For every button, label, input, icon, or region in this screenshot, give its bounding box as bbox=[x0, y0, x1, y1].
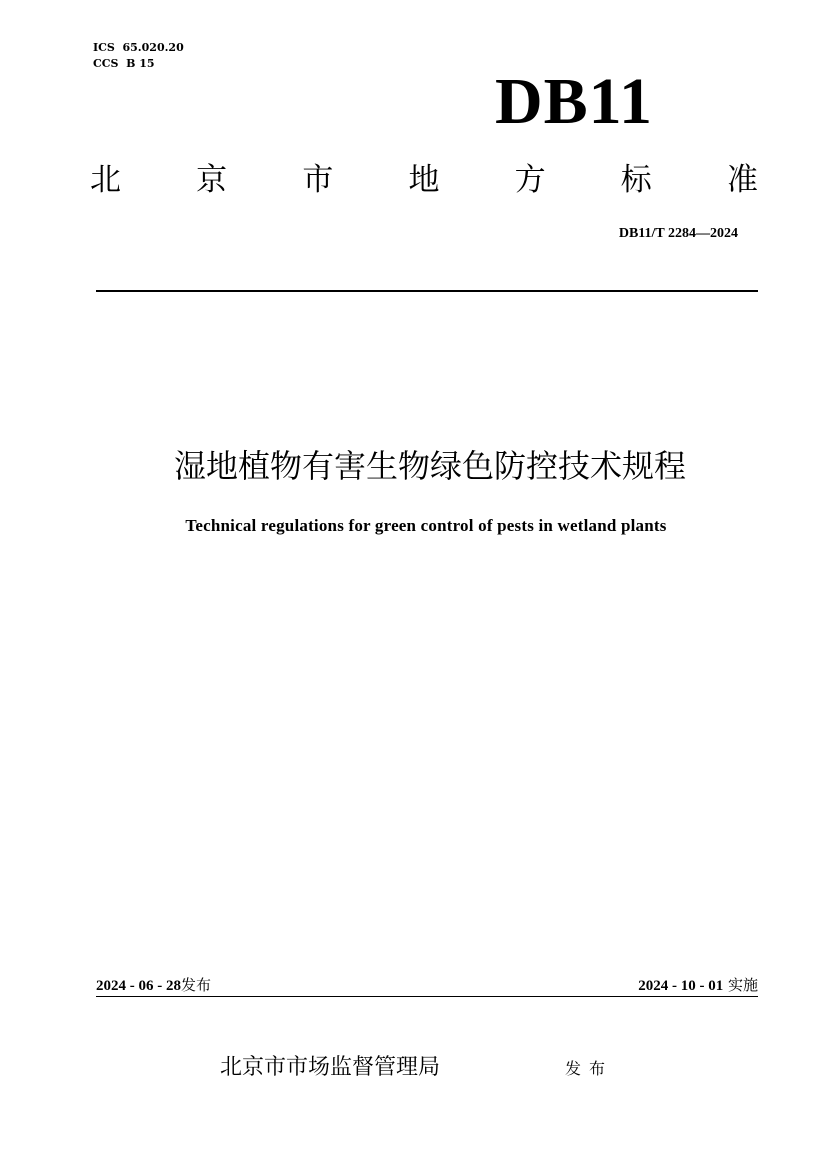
issue-label: 发布 bbox=[181, 976, 212, 994]
issuer-name: 北京市市场监督管理局 bbox=[220, 1055, 441, 1080]
standard-type-char: 京 bbox=[196, 162, 228, 198]
ccs-code: CCS B 15 bbox=[93, 57, 155, 70]
standard-number: DB11/T 2284—2024 bbox=[618, 226, 738, 241]
standard-type-char: 北 bbox=[90, 162, 121, 198]
standard-type-heading bbox=[90, 158, 758, 202]
standard-type-char: 方 bbox=[514, 162, 546, 198]
issue-date-line bbox=[96, 974, 211, 997]
standard-type-char: 标 bbox=[620, 162, 652, 198]
implement-date-line bbox=[638, 974, 758, 997]
issue-date: 2024 - 06 - 28 bbox=[96, 978, 181, 994]
standard-type-char: 市 bbox=[302, 162, 334, 198]
implement-label: 实施 bbox=[727, 976, 758, 994]
bottom-divider bbox=[96, 996, 758, 997]
db-logo: DB11 bbox=[495, 65, 654, 138]
standard-type-char: 地 bbox=[408, 162, 440, 198]
standard-type-char: 准 bbox=[726, 162, 758, 198]
implement-date: 2024 - 10 - 01 bbox=[638, 978, 724, 994]
title-chinese: 湿地植物有害生物绿色防控技术规程 bbox=[173, 447, 686, 485]
top-divider bbox=[96, 290, 758, 292]
classification-codes bbox=[93, 40, 184, 72]
title-english: Technical regulations for green control of pests in wetland plants bbox=[185, 516, 667, 535]
issuer-action: 发布 bbox=[565, 1059, 614, 1078]
ics-code: ICS 65.020.20 bbox=[93, 41, 184, 54]
